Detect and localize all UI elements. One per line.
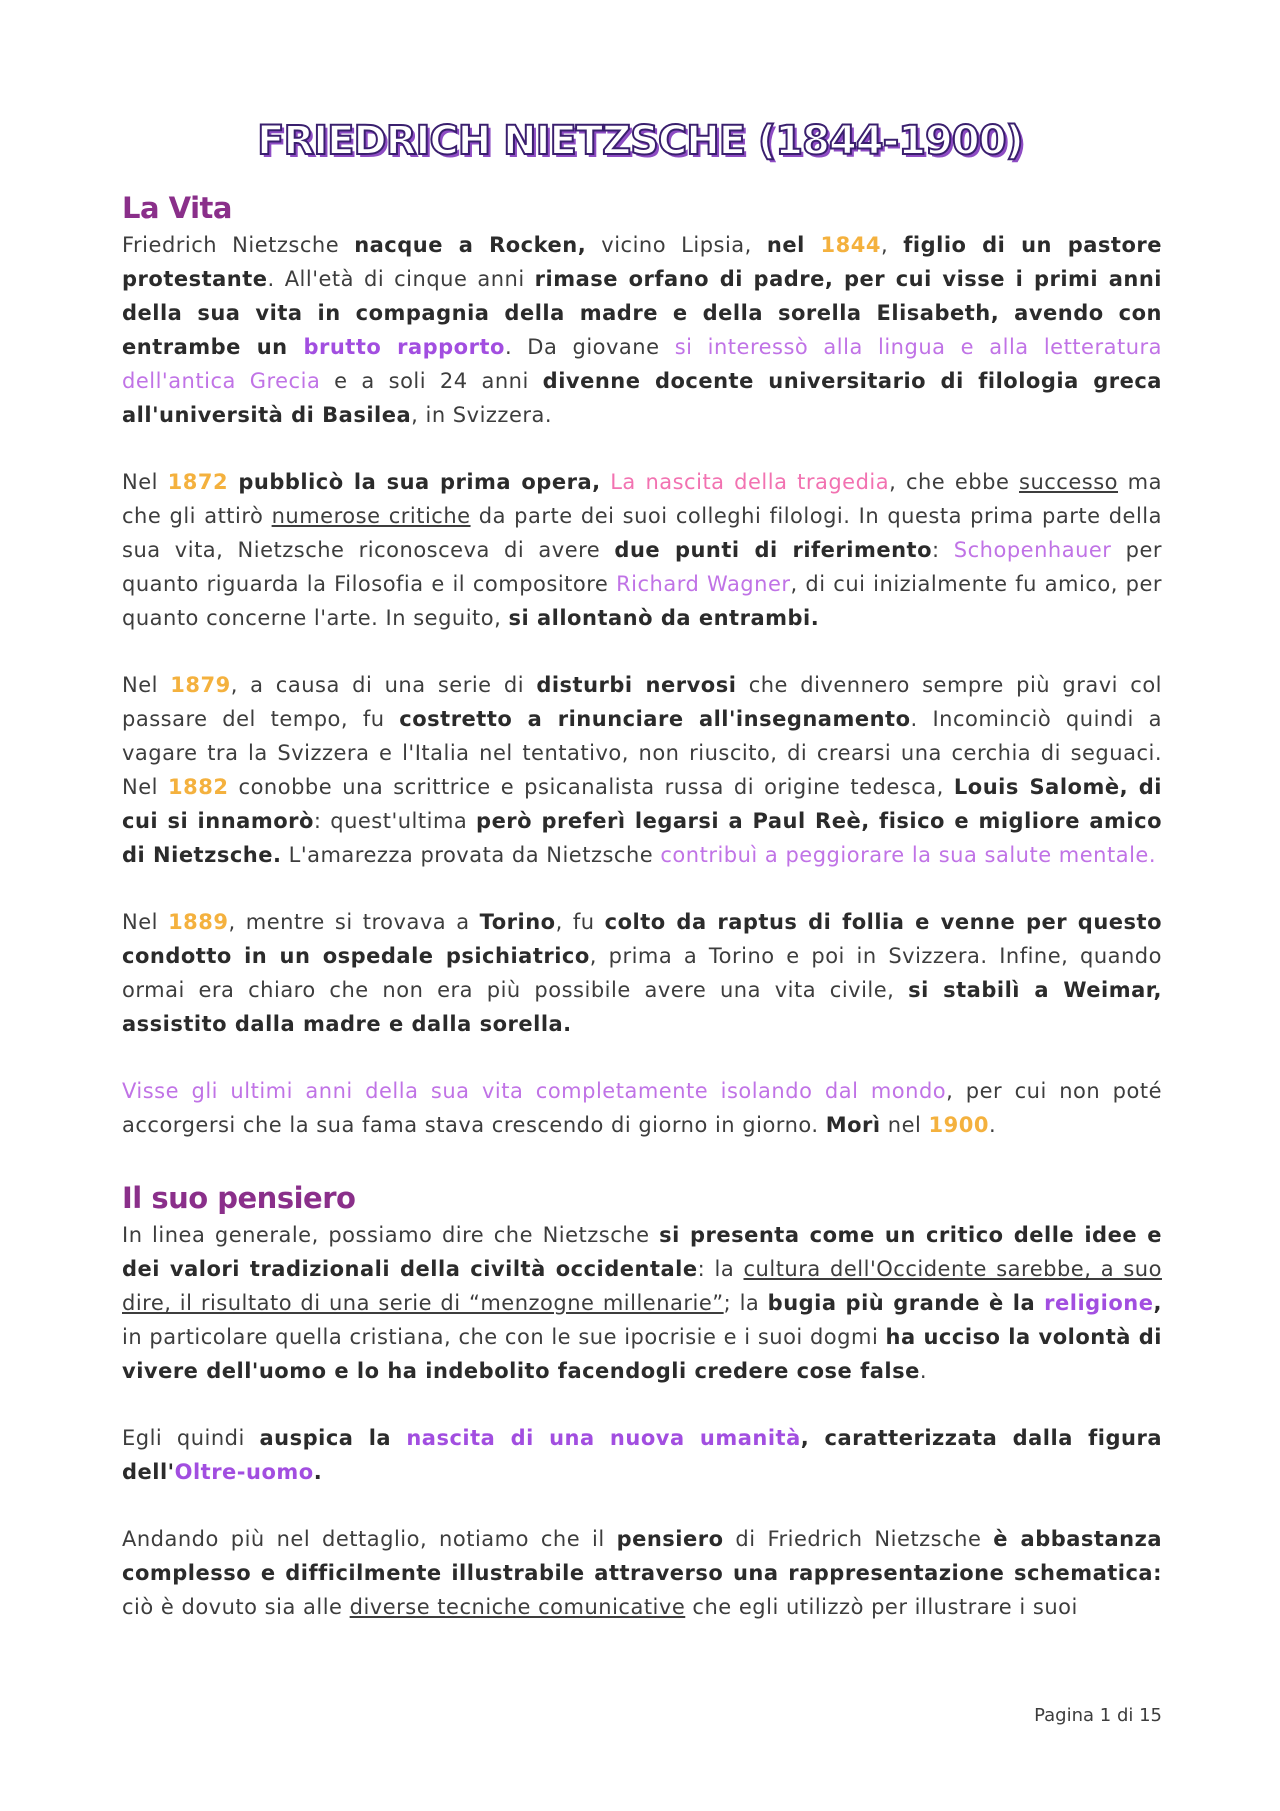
year-highlight: 1879 bbox=[170, 673, 231, 697]
text-run: diverse tecniche comunicative bbox=[349, 1595, 686, 1619]
text-run: . bbox=[313, 1460, 323, 1484]
paragraph-pensiero-2 bbox=[122, 1421, 1162, 1489]
paragraph-vita-3 bbox=[122, 668, 1162, 872]
text-run: però preferì legarsi a Paul Reè, fisico e migliore amico di Nietzsche. bbox=[122, 809, 1162, 867]
text-run: L'amarezza provata da Nietzsche bbox=[281, 843, 661, 867]
text-run: Morì bbox=[825, 1113, 881, 1137]
text-run: Nel bbox=[122, 470, 168, 494]
text-run: Nel bbox=[122, 673, 171, 697]
paragraph-vita-4 bbox=[122, 905, 1162, 1041]
text-run: che egli utilizzò per illustrare i suoi bbox=[685, 1595, 1078, 1619]
text-run: , in Svizzera. bbox=[411, 403, 553, 427]
text-run: conobbe una scrittrice e psicanalista russa di origine tedesca, bbox=[228, 775, 954, 799]
text-run: Torino bbox=[479, 910, 556, 934]
text-run bbox=[601, 470, 611, 494]
text-run: , che ebbe bbox=[889, 470, 1020, 494]
text-run: : la bbox=[697, 1257, 744, 1281]
text-run: Schopenhauer bbox=[953, 538, 1112, 562]
year-highlight: 1882 bbox=[168, 775, 229, 799]
text-run: colto da raptus di follia e venne per questo condotto in un ospedale psichiatrico bbox=[122, 910, 1162, 968]
text-run: auspica la bbox=[259, 1426, 407, 1450]
paragraph-vita-2 bbox=[122, 465, 1162, 635]
paragraph-pensiero-3 bbox=[122, 1522, 1162, 1624]
text-run: due punti di riferimento bbox=[614, 538, 933, 562]
text-run: , bbox=[1153, 1291, 1162, 1315]
text-run: ciò è dovuto sia alle bbox=[122, 1595, 350, 1619]
text-run: pubblicò la sua prima opera, bbox=[228, 470, 601, 494]
work-title: La nascita della tragedia bbox=[610, 470, 890, 494]
text-run: . All'età di cinque anni bbox=[267, 267, 535, 291]
text-run: in particolare quella cristiana, che con le sue ipocrisie e i suoi dogmi bbox=[122, 1325, 886, 1349]
text-run: ; la bbox=[723, 1291, 768, 1315]
text-run: figlio di un pastore protestante bbox=[122, 233, 1162, 291]
text-run: , bbox=[880, 233, 904, 257]
text-run: si interessò alla lingua e alla letteratura dell'antica Grecia bbox=[122, 335, 1163, 393]
text-run: cultura dell'Occidente sarebbe, a suo dire, il risultato di una serie di “menzogne millenarie” bbox=[122, 1257, 1162, 1315]
page-number: Pagina 1 di 15 bbox=[1034, 1705, 1162, 1726]
text-run: si presenta come un critico delle idee e dei valori tradizionali della civiltà occidentale bbox=[122, 1223, 1162, 1281]
text-run: Andando più nel dettaglio, notiamo che il bbox=[122, 1527, 617, 1551]
text-run: nel bbox=[766, 233, 821, 257]
section-heading-pensiero: Il suo pensiero bbox=[122, 1181, 356, 1215]
paragraph-vita-1 bbox=[122, 228, 1162, 432]
document-title: FRIEDRICH NIETZSCHE (1844-1900) bbox=[257, 118, 1023, 164]
text-run: nel bbox=[880, 1113, 929, 1137]
text-run: Richard Wagner bbox=[616, 572, 791, 596]
text-run: che divennero sempre più gravi col passare del tempo, fu bbox=[122, 673, 1163, 731]
text-run: ha ucciso la volontà di vivere dell'uomo e lo ha indebolito facendogli credere cose false bbox=[122, 1325, 1162, 1383]
text-run: Louis Salomè, di cui si innamorò bbox=[122, 775, 1162, 833]
text-run: rimase orfano di padre, per cui visse i primi anni della sua vita in compagnia della madre e della sorella Elisabeth, avendo con entrambe un bbox=[122, 267, 1162, 359]
text-run: per quanto riguarda la Filosofia e il compositore bbox=[122, 538, 1163, 596]
text-run: contribuì a peggiorare la sua salute mentale. bbox=[660, 843, 1157, 867]
year-highlight: 1872 bbox=[167, 470, 229, 494]
text-run: , di cui inizialmente fu amico, per quanto concerne l'arte. In seguito, bbox=[122, 572, 1163, 630]
text-run: . bbox=[988, 1113, 997, 1137]
text-run: religione bbox=[1044, 1291, 1154, 1315]
text-run: : bbox=[932, 538, 954, 562]
text-run: : quest'ultima bbox=[313, 809, 477, 833]
text-run: . bbox=[919, 1359, 928, 1383]
text-run: Egli quindi bbox=[122, 1426, 260, 1450]
year-highlight: 1844 bbox=[820, 233, 881, 257]
paragraph-pensiero-1 bbox=[122, 1218, 1162, 1388]
text-run: , prima a Torino e poi in Svizzera. Infine, quando ormai era chiaro che non era più possibile avere una vita civile, bbox=[122, 944, 1162, 1002]
text-run: si stabilì a Weimar, assistito dalla madre e dalla sorella. bbox=[122, 978, 1162, 1036]
text-run: . Incominciò quindi a vagare tra la Svizzera e l'Italia nel tentativo, non riuscito, di crearsi una cerchia di seguaci. Nel bbox=[122, 707, 1162, 799]
text-run: Friedrich Nietzsche bbox=[122, 233, 355, 257]
text-run: pensiero bbox=[616, 1527, 724, 1551]
document-body bbox=[122, 188, 1162, 1624]
text-run: , fu bbox=[555, 910, 605, 934]
text-run: vicino Lipsia, bbox=[586, 233, 767, 257]
text-run: nascita di una nuova umanità bbox=[406, 1426, 801, 1450]
text-run: si allontanò da entrambi. bbox=[508, 606, 820, 630]
text-run: da parte dei suoi colleghi filologi. In questa prima parte della sua vita, Nietzsche riconosceva di avere bbox=[122, 504, 1162, 562]
text-run: è abbastanza complesso e difficilmente illustrabile attraverso una rappresentazione schematica: bbox=[122, 1527, 1162, 1585]
text-run: , caratterizzata dalla figura dell' bbox=[122, 1426, 1162, 1484]
text-run: In linea generale, possiamo dire che Nietzsche bbox=[122, 1223, 660, 1247]
text-run: Nel bbox=[122, 910, 169, 934]
text-run: Oltre-uomo bbox=[174, 1460, 314, 1484]
text-run: brutto rapporto bbox=[303, 335, 505, 359]
text-run: , per cui non poté accorgersi che la sua fama stava crescendo di giorno in giorno. bbox=[122, 1079, 1162, 1137]
text-run: . Da giovane bbox=[504, 335, 675, 359]
text-run: nacque a Rocken, bbox=[354, 233, 587, 257]
text-run: ma che gli attirò bbox=[122, 470, 1162, 528]
text-run: disturbi nervosi bbox=[536, 673, 737, 697]
text-run: costretto a rinunciare all'insegnamento bbox=[399, 707, 911, 731]
text-run: successo bbox=[1019, 470, 1119, 494]
section-heading-vita: La Vita bbox=[122, 191, 232, 225]
year-highlight: 1889 bbox=[168, 910, 229, 934]
text-run: , mentre si trovava a bbox=[228, 910, 480, 934]
text-run: e a soli 24 anni bbox=[320, 369, 543, 393]
text-run: numerose critiche bbox=[271, 504, 471, 528]
paragraph-vita-5 bbox=[122, 1074, 1162, 1142]
text-run: Visse gli ultimi anni della sua vita completamente isolando dal mondo bbox=[122, 1079, 947, 1103]
text-run: , a causa di una serie di bbox=[230, 673, 537, 697]
text-run: bugia più grande è la bbox=[767, 1291, 1045, 1315]
year-highlight: 1900 bbox=[928, 1113, 989, 1137]
text-run: divenne docente universitario di filologia greca all'università di Basilea bbox=[122, 369, 1162, 427]
text-run: di Friedrich Nietzsche bbox=[723, 1527, 994, 1551]
